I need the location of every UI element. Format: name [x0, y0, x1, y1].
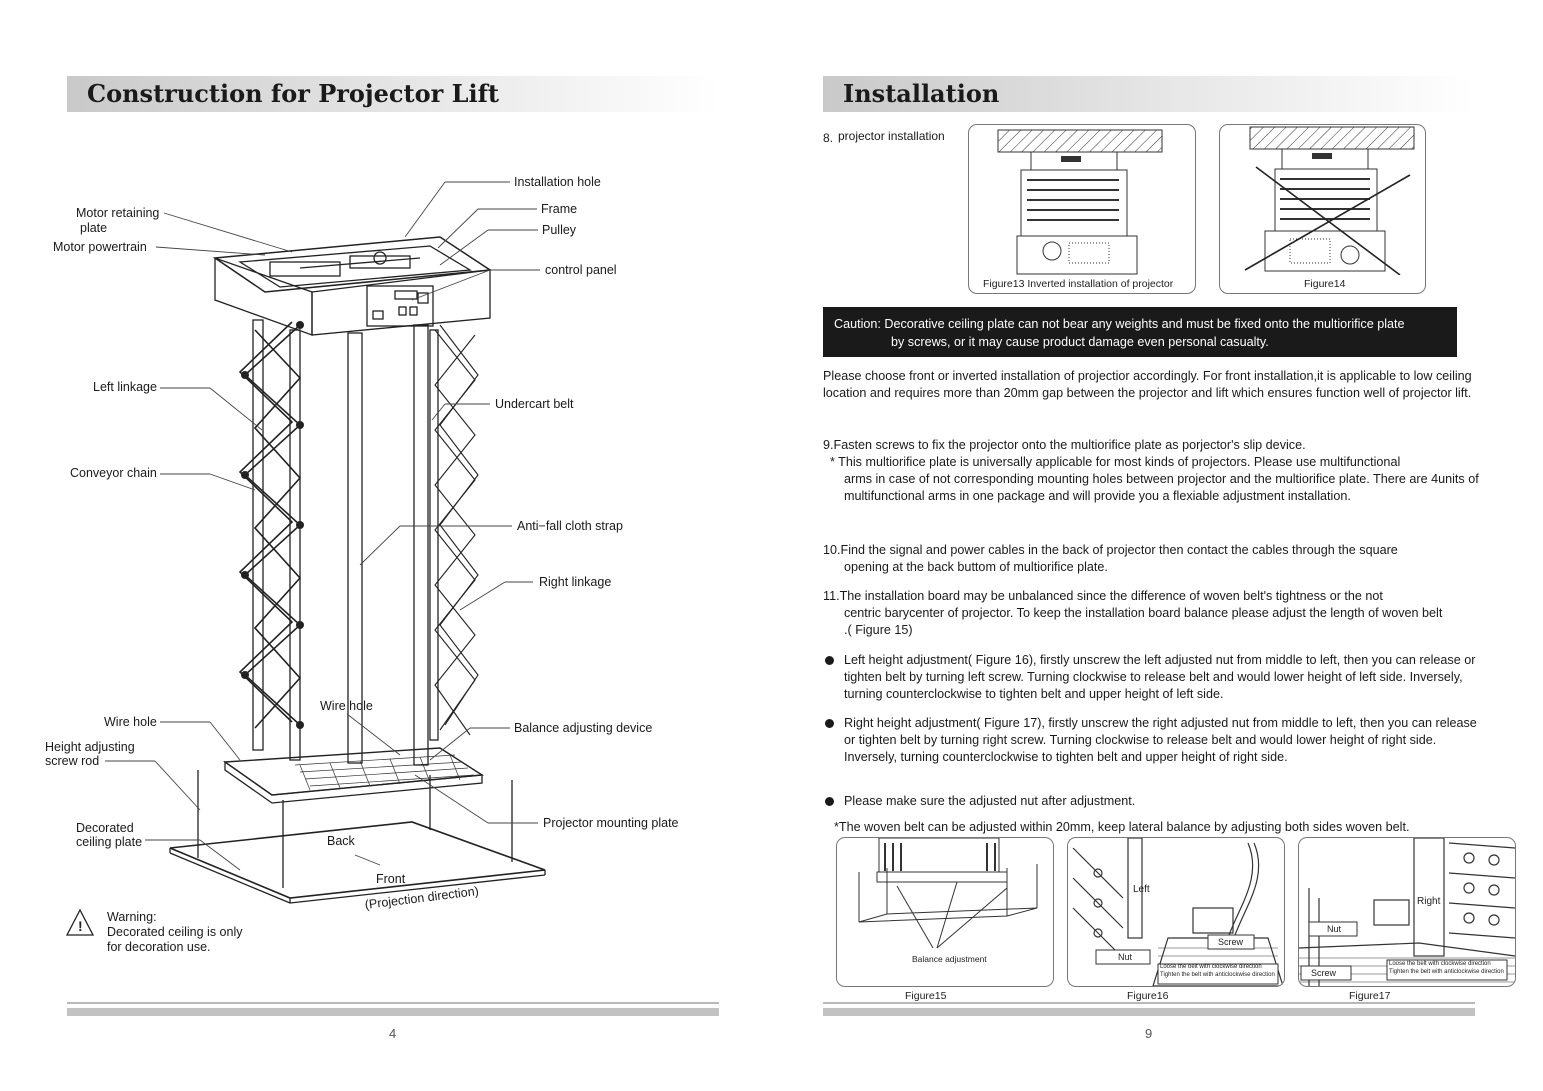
- figure15-label: Balance adjustment: [912, 954, 987, 964]
- label-undercart-belt: Undercart belt: [495, 397, 574, 411]
- bullet-right-height: [823, 715, 1483, 766]
- figure16-screw-label: Screw: [1218, 937, 1244, 947]
- caution-line-2: by screws, or it may cause product damage even personal casualty.: [891, 335, 1269, 349]
- step11-rest: centric barycenter of projector. To keep the installation board balance please adjust the length of woven belt .( Figure 15): [844, 606, 1443, 637]
- figure16-left-label: Left: [1133, 884, 1150, 895]
- figure15-box: [836, 837, 1054, 987]
- caution-banner: [823, 307, 1457, 357]
- svg-text:!: !: [78, 918, 83, 934]
- figure14-drawing: [1220, 125, 1425, 275]
- label-conveyor-chain: Conveyor chain: [70, 466, 157, 480]
- warning-title: Warning:: [107, 910, 157, 924]
- figure16-nut-label: Nut: [1118, 952, 1133, 962]
- figure17-box: [1298, 837, 1516, 987]
- label-control-panel: control panel: [545, 263, 617, 277]
- label-height-screw-rod-2: screw rod: [45, 754, 100, 768]
- label-height-screw-rod: Height adjusting: [45, 740, 135, 754]
- bullet-left-height: [823, 652, 1483, 703]
- label-pulley: Pulley: [542, 223, 577, 237]
- figure17-nut-label: Nut: [1327, 924, 1342, 934]
- right-footer-bar: [823, 1002, 1475, 1016]
- label-decorated-ceiling-plate-2: ceiling plate: [76, 835, 143, 849]
- right-page-title: Installation: [843, 79, 1000, 108]
- figure13-drawing: [969, 125, 1195, 275]
- step10-rest: opening at the back buttom of multiorifice plate.: [844, 560, 1108, 574]
- label-wire-hole-left: Wire hole: [104, 715, 157, 729]
- warning-line-2: for decoration use.: [107, 940, 211, 954]
- step8-number: 8.: [823, 131, 834, 145]
- label-decorated-ceiling-plate: Decorated: [76, 821, 134, 835]
- figure17-caption: Figure17: [1349, 990, 1391, 1002]
- bullet1-text: Left height adjustment( Figure 16), firstly unscrew the left adjusted nut from middle to left, then you can release or tighten belt by turning left screw. Turning clockwise to release belt and would lower height of left side. Inversely, turning counterclockwise to tighten belt and upper height of left side.: [844, 653, 1476, 701]
- step9-text: 9.Fasten screws to fix the projector onto the multiorifice plate as porjector's slip device.: [823, 438, 1306, 452]
- right-page-number: 9: [1145, 1026, 1153, 1041]
- step11-first: 11.The installation board may be unbalanced since the difference of woven belt's tightness or the not: [823, 589, 1383, 603]
- figure13-box: [968, 124, 1196, 294]
- figure15-caption: Figure15: [905, 990, 947, 1002]
- woven-belt-note: *The woven belt can be adjusted within 20mm, keep lateral balance by adjusting both sides woven belt.: [834, 820, 1410, 834]
- warning-line-1: Decorated ceiling is only: [107, 925, 243, 939]
- bullet-dot: [825, 797, 834, 806]
- figure17-note-2: Tighten the belt with anticlockwise direction: [1389, 969, 1504, 975]
- bullet-dot: [825, 719, 834, 728]
- figure13-caption: Figure13 Inverted installation of projector: [983, 278, 1174, 290]
- step9-note-first: * This multiorifice plate is universally applicable for most kinds of projectors. Please use multifunctional: [830, 455, 1401, 469]
- step10-block: [823, 542, 1483, 576]
- step9-note-rest: arms in case of not corresponding mounting holes between projector and the multiorifice plate. There are 4units of multifunctional arms in one package and will provide you a flexiable adjustment installation.: [844, 472, 1479, 503]
- figure14-box: [1219, 124, 1426, 294]
- label-projector-mounting-plate: Projector mounting plate: [543, 816, 679, 830]
- figure16-note-2: Tighten the belt with anticlockwise direction: [1160, 972, 1275, 978]
- intro-paragraph: [823, 368, 1483, 402]
- figure17-screw-label: Screw: [1311, 968, 1337, 978]
- figure16-box: [1067, 837, 1285, 987]
- projector-lift-diagram: [40, 160, 740, 960]
- label-projection-direction: (Projection direction): [364, 884, 480, 912]
- step10-first: 10.Find the signal and power cables in the back of projector then contact the cables through the square: [823, 543, 1398, 557]
- label-anti-fall-strap: Anti−fall cloth strap: [517, 519, 623, 533]
- step11-block: [823, 588, 1483, 639]
- figure14-caption: Figure14: [1304, 278, 1346, 290]
- left-footer-bar: [67, 1002, 719, 1016]
- bullet2-text: Right height adjustment( Figure 17), firstly unscrew the right adjusted nut from middle to left, then you can release or tighten belt by turning right screw. Turning clockwise to release belt and would lower height of right side. Inversely, turning counterclockwise to tighten belt and upper height of right side.: [844, 716, 1477, 764]
- label-wire-hole-center: Wire hole: [320, 699, 373, 713]
- left-page-title: Construction for Projector Lift: [87, 79, 499, 108]
- step8-label: projector installation: [838, 129, 945, 143]
- label-back: Back: [327, 834, 355, 848]
- label-motor-retaining-plate: Motor retaining: [76, 206, 160, 220]
- bullet-dot: [825, 656, 834, 665]
- label-frame: Frame: [541, 202, 578, 216]
- left-page-number: 4: [389, 1026, 397, 1041]
- figure17-note-1: Loose the belt with clockwise direction: [1389, 961, 1491, 967]
- label-motor-powertrain: Motor powertrain: [53, 240, 147, 254]
- bullet-make-sure: [823, 793, 1483, 810]
- label-right-linkage: Right linkage: [539, 575, 612, 589]
- bullet3-text: Please make sure the adjusted nut after adjustment.: [844, 794, 1136, 808]
- left-page-header: [67, 76, 719, 112]
- label-front: Front: [376, 872, 406, 886]
- intro-text: Please choose front or inverted installation of projectior accordingly. For front installation,it is applicable to low ceiling location and requires more than 20mm gap between the projector and lift which ensures function well of projector lift.: [823, 369, 1472, 400]
- figure16-caption: Figure16: [1127, 990, 1169, 1002]
- figure17-right-label: Right: [1417, 896, 1441, 907]
- label-installation-hole: Installation hole: [514, 175, 601, 189]
- label-balance-device: Balance adjusting device: [514, 721, 653, 735]
- label-left-linkage: Left linkage: [93, 380, 157, 394]
- figure16-note-1: Loose the belt with clockwise direction: [1160, 964, 1262, 970]
- right-page-header: [823, 76, 1475, 112]
- label-motor-retaining-plate-2: plate: [80, 221, 108, 235]
- step9-block: [823, 437, 1483, 505]
- caution-line-1: Caution: Decorative ceiling plate can not bear any weights and must be fixed onto the multiorifice plate: [834, 317, 1405, 331]
